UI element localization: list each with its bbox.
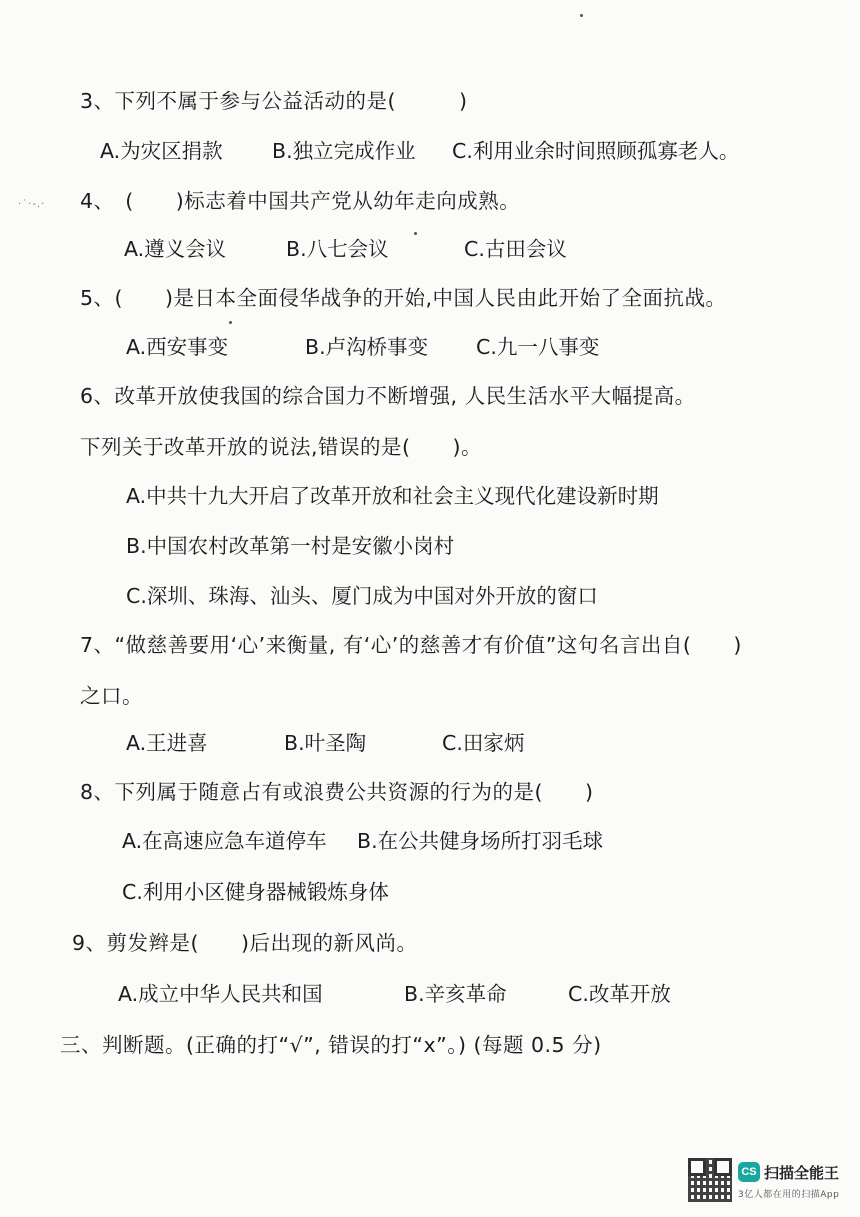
question-3-option-a: A.为灾区捐款 xyxy=(100,139,223,163)
question-3-option-b: B.独立完成作业 xyxy=(272,139,416,163)
question-9-option-c: C.改革开放 xyxy=(568,982,671,1006)
question-6-stem-line-2: 下列关于改革开放的说法,错误的是( )。 xyxy=(80,435,483,459)
camscanner-logo-icon: CS xyxy=(738,1162,760,1182)
question-5-stem: 5、( )是日本全面侵华战争的开始,中国人民由此开始了全面抗战。 xyxy=(80,286,727,310)
question-9-option-a: A.成立中华人民共和国 xyxy=(118,982,323,1006)
question-6-option-b: B.中国农村改革第一村是安徽小岗村 xyxy=(126,534,455,558)
question-7-stem-line-2: 之口。 xyxy=(80,684,143,708)
question-6-option-c: C.深圳、珠海、汕头、厦门成为中国对外开放的窗口 xyxy=(126,584,598,608)
question-3-option-c: C.利用业余时间照顾孤寡老人。 xyxy=(452,139,740,163)
question-7-option-a: A.王进喜 xyxy=(126,731,208,755)
question-7-option-b: B.叶圣陶 xyxy=(284,731,367,755)
scan-speck xyxy=(229,321,232,324)
watermark-brand: 扫描全能王 xyxy=(764,1164,840,1182)
question-4-option-a: A.遵义会议 xyxy=(124,237,227,261)
question-9-stem: 9、剪发辫是( )后出现的新风尚。 xyxy=(72,931,418,955)
question-4-stem: 4、 ( )标志着中国共产党从幼年走向成熟。 xyxy=(80,189,521,213)
question-4-option-b: B.八七会议 xyxy=(286,237,389,261)
question-8-option-c: C.利用小区健身器械锻炼身体 xyxy=(122,880,389,904)
scan-noise: ·˙·-.· xyxy=(18,199,46,210)
scan-speck xyxy=(414,232,417,235)
scan-speck xyxy=(580,14,583,17)
question-7-stem-line-1: 7、“做慈善要用‘心’来衡量, 有‘心’的慈善才有价值”这句名言出自( ) xyxy=(80,633,742,657)
question-3-stem: 3、下列不属于参与公益活动的是( ) xyxy=(80,89,468,113)
question-7-option-c: C.田家炳 xyxy=(442,731,525,755)
question-5-option-b: B.卢沟桥事变 xyxy=(305,335,429,359)
question-6-option-a: A.中共十九大开启了改革开放和社会主义现代化建设新时期 xyxy=(126,484,659,508)
question-8-stem: 8、下列属于随意占有或浪费公共资源的行为的是( ) xyxy=(80,780,594,804)
question-5-option-a: A.西安事变 xyxy=(126,335,229,359)
qr-code-icon xyxy=(688,1158,732,1202)
section-3-heading: 三、判断题。(正确的打“√”, 错误的打“x”。) (每题 0.5 分) xyxy=(60,1033,602,1057)
watermark-tagline: 3亿人都在用的扫描App xyxy=(738,1190,840,1200)
question-9-option-b: B.辛亥革命 xyxy=(404,982,507,1006)
question-5-option-c: C.九一八事变 xyxy=(476,335,600,359)
question-8-option-a: A.在高速应急车道停车 xyxy=(122,829,327,853)
question-4-option-c: C.古田会议 xyxy=(464,237,567,261)
scanner-watermark xyxy=(688,1158,848,1204)
question-6-stem-line-1: 6、改革开放使我国的综合国力不断增强, 人民生活水平大幅提高。 xyxy=(80,384,696,408)
question-8-option-b: B.在公共健身场所打羽毛球 xyxy=(357,829,604,853)
